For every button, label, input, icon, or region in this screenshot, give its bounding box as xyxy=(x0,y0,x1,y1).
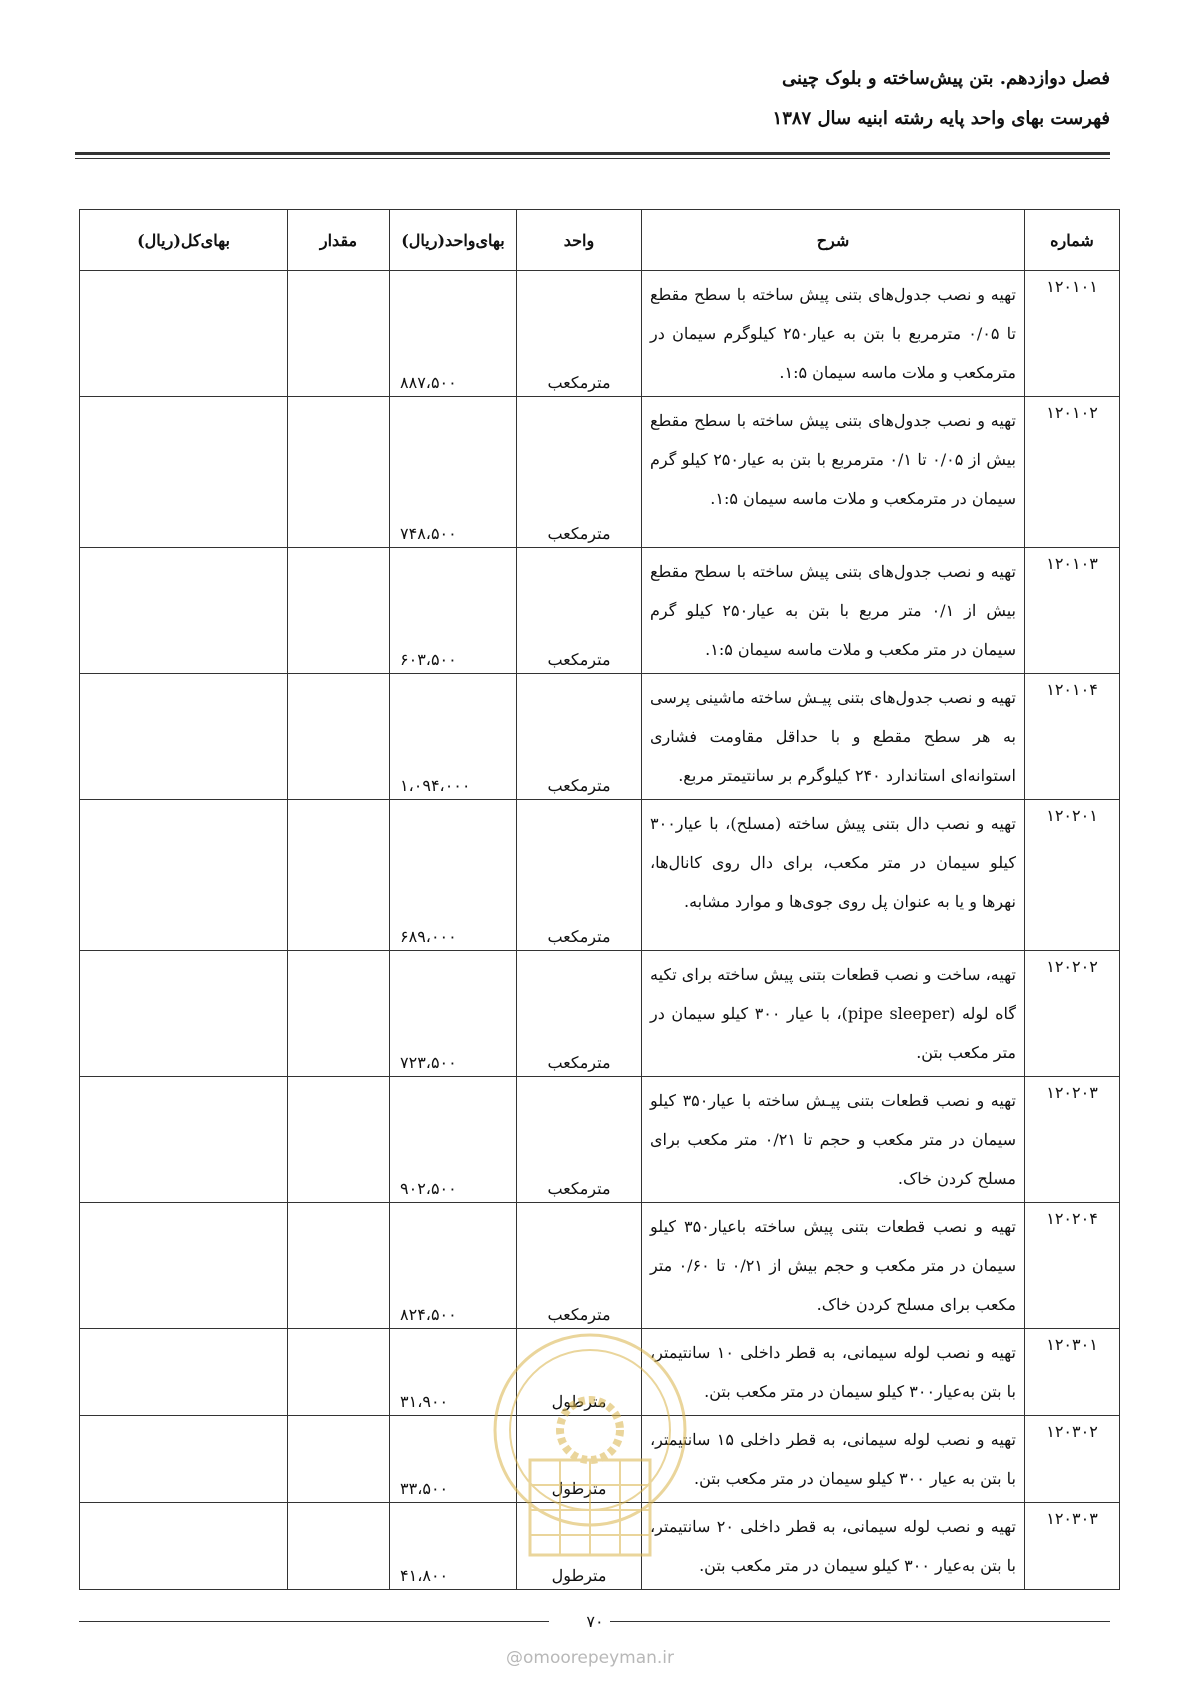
row-total xyxy=(80,674,288,800)
page-header xyxy=(75,56,1110,142)
row-code: ۱۲۰۳۰۲ xyxy=(1025,1416,1120,1503)
row-unit: مترمکعب xyxy=(517,271,642,397)
row-unit: مترمکعب xyxy=(517,548,642,674)
row-description: تهیه و نصب قطعات بتنی پیـش ساخته با عیار۳۵۰ کیلو سیمان در متر مکعب و حجم تا ۰/۲۱ متر مکعب برای مسلح کردن خاک. xyxy=(642,1077,1025,1203)
table-row xyxy=(80,397,1120,548)
table-row xyxy=(80,1077,1120,1203)
row-unit-price: ۷۲۳،۵۰۰ xyxy=(390,951,517,1077)
row-code: ۱۲۰۱۰۱ xyxy=(1025,271,1120,397)
header-total-price: بهای‌کل(ریال) xyxy=(80,210,288,271)
chapter-title: فصل دوازدهم. بتن پیش‌ساخته و بلوک چینی xyxy=(782,68,1110,89)
row-code: ۱۲۰۲۰۴ xyxy=(1025,1203,1120,1329)
row-unit-price: ۴۱،۸۰۰ xyxy=(390,1503,517,1590)
row-unit: مترمکعب xyxy=(517,1077,642,1203)
row-description: تهیه و نصب لوله سیمانی، به قطر داخلی ۱۰ سانتیمتر، با بتن به‌عیار۳۰۰ کیلو سیمان در متر مکعب بتن. xyxy=(642,1329,1025,1416)
row-code: ۱۲۰۱۰۲ xyxy=(1025,397,1120,548)
row-unit: مترمکعب xyxy=(517,1203,642,1329)
table-row xyxy=(80,1416,1120,1503)
row-quantity xyxy=(288,397,390,548)
row-code: ۱۲۰۳۰۱ xyxy=(1025,1329,1120,1416)
table-row xyxy=(80,800,1120,951)
header-code: شماره xyxy=(1025,210,1120,271)
table-row xyxy=(80,951,1120,1077)
page-number: ۷۰ xyxy=(586,1612,604,1631)
table-row xyxy=(80,548,1120,674)
row-total xyxy=(80,1503,288,1590)
row-unit-price: ۷۴۸،۵۰۰ xyxy=(390,397,517,548)
table-row xyxy=(80,271,1120,397)
row-total xyxy=(80,951,288,1077)
row-unit: مترمکعب xyxy=(517,674,642,800)
row-quantity xyxy=(288,548,390,674)
row-quantity xyxy=(288,1077,390,1203)
row-quantity xyxy=(288,271,390,397)
row-total xyxy=(80,271,288,397)
table-row xyxy=(80,1203,1120,1329)
table-row xyxy=(80,1329,1120,1416)
row-description: تهیه و نصب جدول‌های بتنی پیش ساخته با سطح مقطع بیش از ۰/۱ متر مربع با بتن به عیار۲۵۰ کیلو گرم سیمان در متر مکعب و ملات ماسه سیمان ۱:۵. xyxy=(642,548,1025,674)
row-quantity xyxy=(288,1503,390,1590)
row-unit-price: ۸۲۴،۵۰۰ xyxy=(390,1203,517,1329)
watermark-text: @omoorepeyman.ir xyxy=(505,1648,675,1668)
row-quantity xyxy=(288,951,390,1077)
header-rule-thin xyxy=(75,158,1110,159)
row-description: تهیه و نصب لوله سیمانی، به قطر داخلی ۲۰ سانتیمتر، با بتن به‌عیار ۳۰۰ کیلو سیمان در متر مکعب بتن. xyxy=(642,1503,1025,1590)
list-title: فهرست بهای واحد پایه رشته ابنیه سال ۱۳۸۷ xyxy=(772,108,1110,129)
row-total xyxy=(80,1077,288,1203)
row-quantity xyxy=(288,674,390,800)
row-total xyxy=(80,548,288,674)
row-unit-price: ۸۸۷،۵۰۰ xyxy=(390,271,517,397)
header-description: شرح xyxy=(642,210,1025,271)
row-total xyxy=(80,1416,288,1503)
row-unit: مترمکعب xyxy=(517,951,642,1077)
row-total xyxy=(80,1329,288,1416)
row-quantity xyxy=(288,1416,390,1503)
row-total xyxy=(80,397,288,548)
row-code: ۱۲۰۲۰۱ xyxy=(1025,800,1120,951)
table-header-row xyxy=(80,210,1120,271)
row-code: ۱۲۰۲۰۲ xyxy=(1025,951,1120,1077)
header-rule-thick xyxy=(75,152,1110,155)
row-code: ۱۲۰۲۰۳ xyxy=(1025,1077,1120,1203)
row-code: ۱۲۰۱۰۳ xyxy=(1025,548,1120,674)
row-total xyxy=(80,800,288,951)
row-code: ۱۲۰۳۰۳ xyxy=(1025,1503,1120,1590)
row-description: تهیه و نصب قطعات بتنی پیش ساخته باعیار۳۵۰ کیلو سیمان در متر مکعب و حجم بیش از ۰/۲۱ تا ۰/۶۰ متر مکعب برای مسلح کردن خاک. xyxy=(642,1203,1025,1329)
header-unit-price: بهای‌واحد(ریال) xyxy=(390,210,517,271)
row-unit-price: ۹۰۲،۵۰۰ xyxy=(390,1077,517,1203)
row-unit-price: ۶۸۹،۰۰۰ xyxy=(390,800,517,951)
table-row xyxy=(80,1503,1120,1590)
row-description: تهیه و نصب دال بتنی پیش ساخته (مسلح)، با عیار۳۰۰ کیلو سیمان در متر مکعب، برای دال روی کانال‌ها، نهرها و یا به عنوان پل روی جوی‌ها و موارد مشابه. xyxy=(642,800,1025,951)
footer-rule-left xyxy=(79,1621,549,1622)
header-unit: واحد xyxy=(517,210,642,271)
row-total xyxy=(80,1203,288,1329)
row-description: تهیه، ساخت و نصب قطعات بتنی پیش ساخته برای تکیه گاه لوله (pipe sleeper)، با عیار ۳۰۰ کیلو سیمان در متر مکعب بتن. xyxy=(642,951,1025,1077)
row-description: تهیه و نصب لوله سیمانی، به قطر داخلی ۱۵ سانتیمتر، با بتن به عیار ۳۰۰ کیلو سیمان در متر مکعب بتن. xyxy=(642,1416,1025,1503)
header-quantity: مقدار xyxy=(288,210,390,271)
footer-rule-right xyxy=(610,1621,1110,1622)
row-description: تهیه و نصب جدول‌های بتنی پیش ساخته با سطح مقطع تا ۰/۰۵ مترمربع با بتن به عیار۲۵۰ کیلوگرم سیمان در مترمکعب و ملات ماسه سیمان ۱:۵. xyxy=(642,271,1025,397)
row-unit: مترمکعب xyxy=(517,800,642,951)
row-unit: مترطول xyxy=(517,1503,642,1590)
row-unit: مترمکعب xyxy=(517,397,642,548)
row-unit-price: ۶۰۳،۵۰۰ xyxy=(390,548,517,674)
row-code: ۱۲۰۱۰۴ xyxy=(1025,674,1120,800)
row-unit: مترطول xyxy=(517,1416,642,1503)
row-unit-price: ۱،۰۹۴،۰۰۰ xyxy=(390,674,517,800)
row-unit-price: ۳۱،۹۰۰ xyxy=(390,1329,517,1416)
row-description: تهیه و نصب جدول‌های بتنی پیش ساخته با سطح مقطع بیش از ۰/۰۵ تا ۰/۱ مترمربع با بتن به عیار۲۵۰ کیلو گرم سیمان در مترمکعب و ملات ماسه سیمان ۱:۵. xyxy=(642,397,1025,548)
row-unit: مترطول xyxy=(517,1329,642,1416)
row-unit-price: ۳۳،۵۰۰ xyxy=(390,1416,517,1503)
row-description: تهیه و نصب جدول‌های بتنی پیـش ساخته ماشینی پرسی به هر سطح مقطع و با حداقل مقاومت فشاری استوانه‌ای استاندارد ۲۴۰ کیلوگرم بر سانتیمتر مربع. xyxy=(642,674,1025,800)
row-quantity xyxy=(288,800,390,951)
row-quantity xyxy=(288,1329,390,1416)
price-list-table xyxy=(79,209,1120,1590)
row-quantity xyxy=(288,1203,390,1329)
table-row xyxy=(80,674,1120,800)
